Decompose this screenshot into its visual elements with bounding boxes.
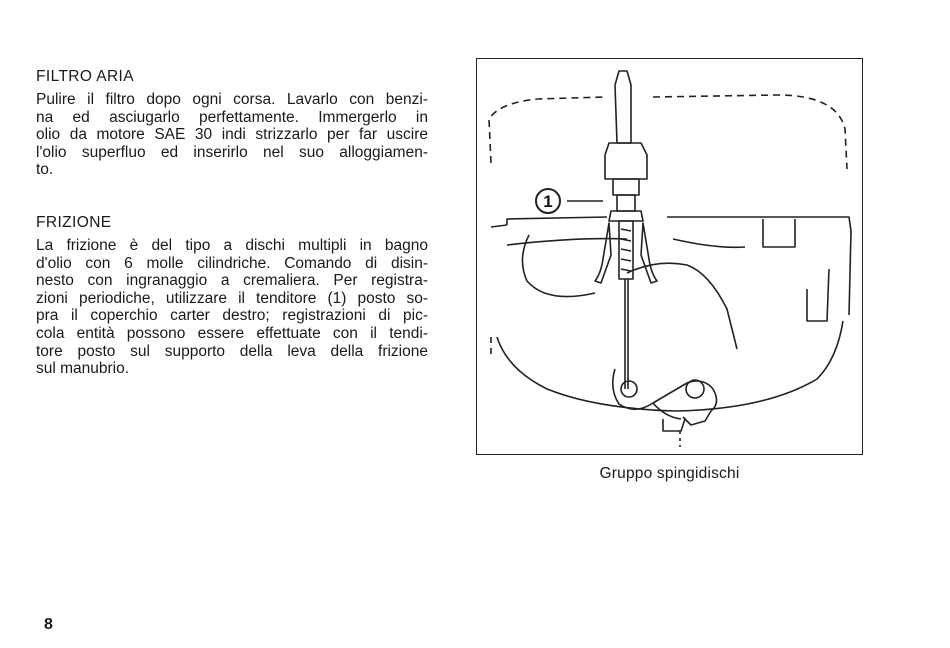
spring-clip [595,223,611,283]
text-line: zioni periodiche, utilizzare il tenditore (1) posto so- [36,289,428,307]
lever-pivot [621,381,637,397]
text-line: olio da motore SAE 30 indi strizzarlo per far uscire [36,126,428,144]
adjuster-nut [617,195,635,211]
text-line: nesto con ingranaggio a cremaliera. Per registra- [36,272,428,290]
text-line: pra il coperchio carter destro; registrazioni di pic- [36,307,428,325]
clutch-diagram [477,59,864,456]
section-heading-filtro-aria: FILTRO ARIA [36,68,134,85]
text-line: l'olio superfluo ed inserirlo nel suo alloggiamen- [36,143,428,161]
adjuster-nut [605,143,647,179]
adjuster-nut [613,179,639,195]
push-rod [625,279,628,389]
adjuster-rod [615,71,631,143]
text-line: La frizione è del tipo a dischi multipli in bagno [36,237,428,254]
text-line: d'olio con 6 molle cilindriche. Comando di disin- [36,254,428,272]
text-line: tore posto sul supporto della leva della frizione [36,342,428,360]
text-line: sul manubrio. [36,360,130,378]
figure-caption: Gruppo spingidischi [599,465,740,482]
text-line: Pulire il filtro dopo ogni corsa. Lavarlo con benzi- [36,91,428,108]
cover-rim [507,217,851,315]
figure-frame [476,58,863,455]
cover-body [807,269,829,321]
section-heading-frizione: FRIZIONE [36,214,112,231]
section-body-frizione [36,237,428,378]
page-number: 8 [44,616,53,633]
cover-rim [491,225,507,227]
section-body-filtro-aria [36,91,428,179]
cover-body [522,235,595,297]
callout-number: 1 [543,192,553,211]
casing-outline [489,97,605,163]
threaded-stem [621,229,631,271]
lever-pivot [686,380,704,398]
spring-clip [641,223,657,283]
lock-nut [609,211,643,221]
lever-arm [663,419,685,431]
cover-body [627,263,737,349]
cover-boss [763,219,795,247]
casing-outline [653,95,847,169]
cover-body [497,321,843,411]
text-line: cola entità possono essere effettuate con il tendi- [36,324,428,342]
text-line: to. [36,161,54,179]
text-line: na ed asciugarlo perfettamente. Immergerlo in [36,108,428,126]
